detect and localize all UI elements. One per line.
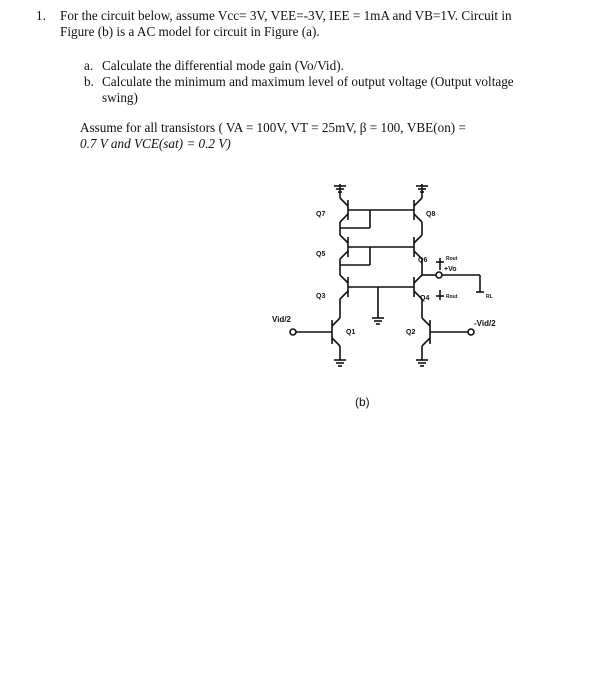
label-vin-right: -Vid/2 [474, 319, 496, 328]
bottom-ground-right [416, 360, 428, 366]
bottom-ground-left [334, 360, 346, 366]
label-q3: Q3 [316, 293, 326, 300]
figure-caption: (b) [355, 395, 370, 409]
question-line-2: Figure (b) is a AC model for circuit in Figure (a). [60, 24, 320, 39]
label-q2: Q2 [406, 329, 416, 336]
label-q6: Q6 [418, 257, 428, 264]
transistor-q8 [414, 198, 422, 235]
transistor-q1 [290, 318, 340, 360]
top-ground-left [334, 184, 346, 198]
label-rout-top: Rout [446, 256, 458, 262]
part-b-letter: b. [84, 74, 94, 89]
label-vin-left: Vid/2 [272, 315, 291, 324]
label-q5: Q5 [316, 251, 326, 258]
mid-ground [372, 287, 384, 324]
part-a-text: Calculate the differential mode gain (Vo/Vid). [102, 58, 344, 73]
part-b-text-2: swing) [102, 90, 138, 105]
part-a-letter: a. [84, 58, 94, 73]
label-q8: Q8 [426, 211, 436, 218]
label-vo: +Vo [444, 266, 457, 273]
transistor-q5 [340, 235, 348, 275]
assume-line-2: 0.7 V and VCE(sat) = 0.2 V) [80, 136, 231, 151]
label-q1: Q1 [346, 329, 356, 336]
transistor-q7 [340, 198, 348, 235]
transistor-q3 [340, 275, 348, 318]
question-line-1: For the circuit below, assume Vcc= 3V, VEE=-3V, IEE = 1mA and VB=1V. Circuit in [60, 8, 512, 23]
part-b-text: Calculate the minimum and maximum level of output voltage (Output voltage [102, 74, 514, 89]
label-q4: Q4 [420, 295, 430, 302]
label-rl: RL [486, 294, 493, 300]
transistor-q2 [422, 318, 474, 360]
assume-line-1: Assume for all transistors ( VA = 100V, VT = 25mV, β = 100, VBE(on) = [80, 120, 466, 135]
transistor-q6 [414, 235, 422, 275]
label-q7: Q7 [316, 211, 326, 218]
top-ground-right [416, 184, 428, 198]
question-number: 1. [36, 8, 46, 23]
label-rout-bottom: Rout [446, 294, 458, 300]
